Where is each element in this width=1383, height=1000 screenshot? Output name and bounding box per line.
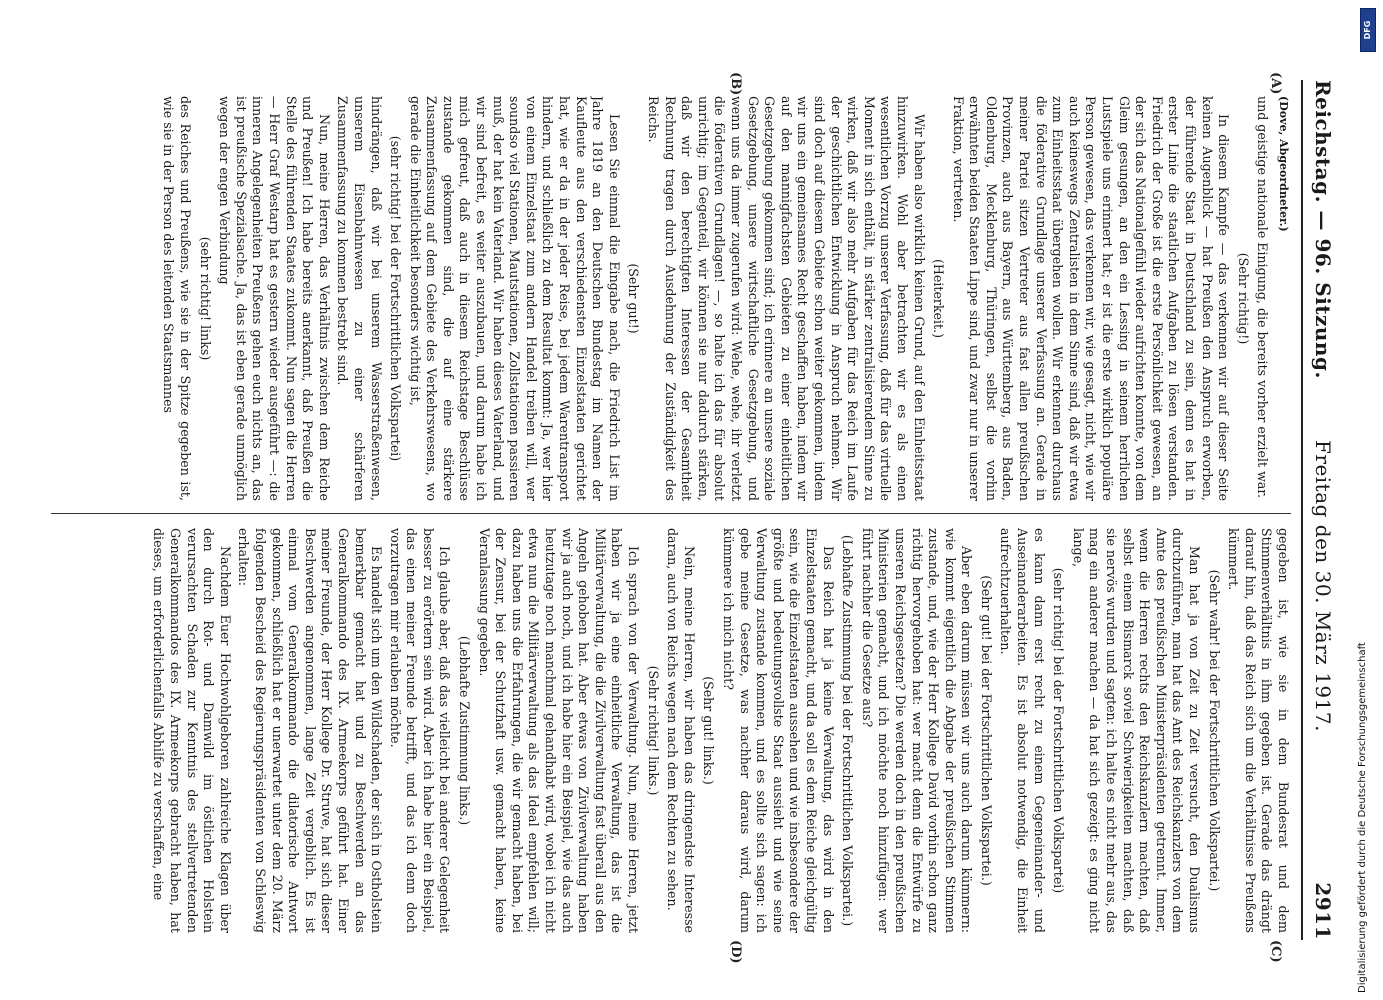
paragraph: Das Reich hat ja keine Verwaltung, das wird in den Einzelstaaten gemacht, und da soll es dem Reiche gleichgültig sein, wie die Einzelstaaten aussehen und wie insbesondere der größte und bedeutungsvollste Staat aussieht und wie seine Verwaltung zustande kommen, und es sollte sich sagen: ich gebe meine Gesetze, was nachher daraus wird, darum kümmere ich mich nicht? [721,528,836,933]
interjection: (Sehr richtig!) [1235,252,1251,345]
margin-marker-a: (A) [1268,72,1283,95]
paragraph: gegeben ist, wie sie in dem Bundesrat und dem Stimmenverhältnis in ihm gegeben ist. Gerade das drängt darauf hin, daß das Reich sich um die Verhältnisse Preußens kümmert. [1226,528,1291,933]
right-text-column [51,528,1291,933]
dfg-logo-text: DFG [1363,20,1372,40]
paragraph: Aber eben darum müssen wir uns auch darum kümmern: wie kommt eigentlich die Abgabe der preußischen Stimmen zustande, und, wie der Herr Kollege David vorhin schon ganz richtig hervorgehoben hat: wer macht denn die Entwürfe zu unseren Reichsgesetzen? Die werden doch in den preußischen Ministerien gemacht, und ich möchte noch hinzufügen: wer führt nachher die Gesetze aus? [859,528,975,933]
interjection: (sehr richtig! links) [197,236,213,361]
interjection: (sehr richtig! bei der Fortschrittlichen Volkspartei) [388,135,404,462]
interjection: (sehr richtig! bei der Fortschrittlichen Volkspartei) [1051,567,1067,894]
page-header [1301,80,1343,940]
interjection: (Sehr gut! links.) [701,676,717,785]
digitization-credit-strip [1352,8,1374,993]
interjection: (Heiterkeit.) [931,259,947,338]
header-date: Freitag den 30. März 1917. [1311,440,1335,732]
paragraph: des Reiches und Preußens, wie sie in der Spitze gegeben ist, wie sie in der Person des leitenden Staatsmannes [161,96,193,501]
paragraph: und geistige nationale Einigung, die bereits vorher erzielt war. [1255,96,1271,499]
interjection: (Lebhafte Zustimmung bei der Fortschrittlichen Volkspartei.) [840,534,856,927]
interjection: (Sehr richtig! links.) [645,665,661,796]
paragraph: Nein, meine Herren, wir haben das dringendste Interesse daran, auch von Reichs wegen nach dem Rechten zu sehen. [665,528,697,933]
interjection: (Sehr gut! bei der Fortschrittlichen Volkspartei.) [978,575,994,886]
paragraph: In diesem Kampfe — das verkennen wir auf dieser Seite keinen Augenblick — hat Preußen den Anspruch erworben, der führende Staat in Deutschland zu sein, denn es hat in erster Linie die staatlichen Aufgaben zu lösen verstanden. Friedrich der Große ist die erste Persönlichkeit gewesen, an der sich das Nationalgefühl wieder aufrichten konnte, von dem Gleim gesungen, an den ein Lessing in seinem herrlichen Lustspiele uns erinnert hat; er ist die erste wirklich populäre Person gewesen, das verkennen wir, wie gesagt, nicht, wie wir auch keineswegs Zentralisten in dem Sinne sind, daß wir etwa zum Einheitsstaat übergehen wollen. Wir erkennen durchaus die föderative Grundlage unserer Verfassung an. Gerade in meiner Partei sitzen Vertreter aus fast allen preußischen Provinzen, auch aus Bayern, aus Württemberg, aus Baden, Oldenburg, Mecklenburg, Thüringen, selbst die vorhin erwähnten beiden Staaten Lippe sind, und zwar nur in unserer Fraktion, vertreten. [950,96,1232,501]
paragraph: Man hat ja von Zeit zu Zeit versucht, den Dualismus durchzuführen, man hat das Amt des Reichskanzlers von dem Amte des preußischen Ministerpräsidenten getrennt. Immer, wenn die Herren rechts den Reichskanzlern machten, daß selbst einem Bismarck soviel Schwierigkeiten machten, daß sie nervös wurden und sagten: ich halte es nicht mehr aus, das mag ein anderer machen — da hat sich gezeigt: es ging nicht lange, [1070,528,1203,933]
paragraph: Wir haben also wirklich keinen Grund, auf den Einheitsstaat hinzuwirken. Wohl aber betrachten wir es als einen wesentlichen Vorzug unserer Verfassung, daß für das virtuelle Moment in sich enthält, in stärker zentralisierendem Sinne zu wirken, daß wir also mehr Aufgaben für das Reich im Laufe der geschichtlichen Entwicklung in Anspruch nehmen. Wir sind doch auf diesem Gebiete schon weiter gekommen, indem wir uns ein gemeinsames Recht geschaffen haben, indem wir auf den mannigfachsten Gebieten zu einer einheitlichen Gesetzgebung gekommen sind; ich erinnere an unsere soziale Gesetzgebung, unsere wirtschaftliche Gesetzgebung, und wenn uns da immer zugerufen wird: Wehe, wehe, ihr verletzt die föderativen Grundlagen! —, so halte ich das für absolut unrichtig; im Gegenteil, wir können sie nur dadurch stärken, daß wir den berechtigten Interessen der Gesamtheit Rechnung tragen durch Ausdehnung der Zuständigkeit des Reichs. [646,96,927,501]
paragraph: Es handelt sich um den Wildschaden, der sich in Ostholstein bemerkbar gemacht hat und zu Beschwerden an das Generalkommando des IX. Armeekorps geführt hat. Einer meiner Freunde, der Herr Kollege Dr. Struve, hat sich dieser Beschwerden angenommen, lange Zeit vergeblich. Es ist einmal vom Generalkommando die dilatorische Antwort gekommen, schließlich hat er unerwartet unter dem 20. März folgenden Bescheid des Regierungspräsidenten von Schleswig erhalten: [236,528,385,933]
page-number: 2911 [1311,882,1335,940]
header-session: Reichstag. — 96. Sitzung. [1311,80,1335,379]
speaker-label: (Dove, Abgeordneter.) [1277,96,1290,232]
margin-marker-d: (D) [728,940,743,964]
paragraph: hindrängen, daß wir bei unserem Wasserstraßenwesen, unserem Eisenbahnwesen zu einer schärferen Zusammenfassung zu kommen bestrebt sind. [335,96,384,501]
column-divider [51,513,1291,514]
paragraph: Lesen Sie einmal die Eingabe nach, die Friedrich List im Jahre 1819 an den Deutschen Bundestag im Namen der Kaufleute aus den verschiedensten Einzelstaaten gerichtet hat, wie er da in der jeder Reise, bei jedem Warentransport hindern, und schließlich zu dem Resultat kommt: Ja, wer hier von einem Einzelstaat zum andern Handel treiben will, wer soundso viel Stationen, Mautstationen, Zollstationen passieren muß, der hat kein Vaterland. Wir haben dieses Vaterland, und wir sind befreit, es weiter auszubauen, und darum habe ich mich gefreut, daß auch in diesem Reichstage Beschlüsse zustande gekommen sind, die auf eine stärkere Zusammenfassung auf dem Gebiete des Verkehrswesens, wo gerade die Einheitlichkeit besonders wichtig ist, [407,96,622,501]
interjection: (Sehr gut!) [626,263,642,334]
quoted-paragraph: Nachdem Euer Hochwohlgeboren zahlreiche Klagen über den durch Rot- und Damwild im östlichen Holstein verursachten Schaden zur Kenntnis des stellvertretenden Generalkommandos des IX. Armeekorps gebracht haben, hat dieses, um erforderlichenfalls Abhilfe zu verschaffen, eine [151,528,233,933]
interjection: (Lebhafte Zustimmung links.) [457,635,473,826]
margin-marker-b: (B) [728,72,743,96]
paragraph: Ich sprach von der Verwaltung. Nun, meine Herren, jetzt haben wir ja eine einheitliche Verwaltung, das ist die Militärverwaltung, die die Zivilverwaltung fast überall aus den Angeln gehoben hat. Aber etwas von Zivilverwaltung haben wir ja auch noch, und ich habe hier ein Beispiel, wie das auch heutzutage noch manchmal gehandhabt wird, wobei ich nicht etwa nun die Militärverwaltung als das Ideal empfehlen will; dazu haben uns die Erfahrungen, die wir gemacht haben, bei der Zensur, bei der Schutzhaft usw. gemacht haben, keine Veranlassung gegeben. [476,528,642,933]
digitization-credit: Digitalisierung gefördert durch die Deutsche Forschungsgemeinschaft [1357,642,1368,993]
interjection: (Sehr wahr! bei der Fortschrittlichen Volkspartei.) [1206,569,1222,892]
paragraph: es kann dann erst recht zu einem Gegeneinander- und Auseinanderarbeiten. Es ist absolut notwendig, die Einheit aufrechtzuerhalten. [998,528,1047,933]
dfg-logo [1360,8,1376,52]
margin-marker-c: (C) [1268,940,1283,963]
paragraph: Ich glaube aber, daß das vielleicht bei anderer Gelegenheit besser zu erörtern sein wird. Aber ich habe hier ein Beispiel, das einen meiner Freunde betrifft, und das ich denn doch vorzutragen mir erlauben möchte. [387,528,453,933]
paragraph: Nun, meine Herren, das Verhältnis zwischen dem Reiche und Preußen! Ich habe bereits anerkannt, daß Preußen die Stelle des führenden Staates zukommt. Nun sagen die Herren — Herr Graf Westarp hat es gestern wieder ausgeführt —: die inneren Angelegenheiten Preußens gehen euch nichts an, das ist preußische Spezialsache. Ja, das ist eben gerade unmöglich wegen der engen Verbindung [217,96,332,501]
left-text-column [51,96,1291,501]
